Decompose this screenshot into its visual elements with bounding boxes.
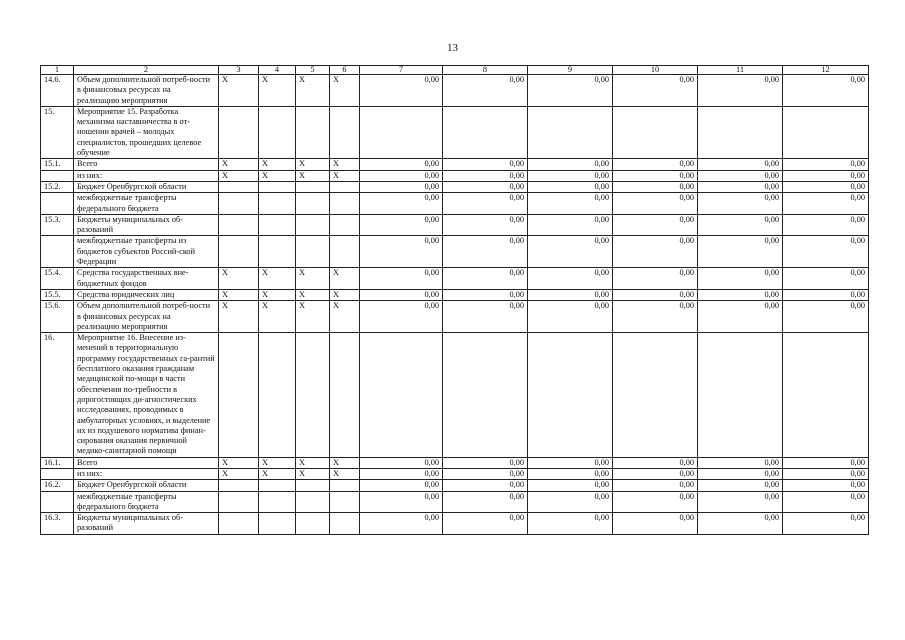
value-cell: 0,00 [613,236,698,268]
x-mark-cell [330,480,360,491]
value-cell [443,333,528,458]
value-cell: 0,00 [613,480,698,491]
table-row [41,513,869,535]
value-cell: 0,00 [528,214,613,236]
x-mark-cell [330,333,360,458]
column-number: 5 [296,66,330,75]
x-mark-cell: Х [330,170,360,181]
value-cell: 0,00 [698,170,783,181]
x-mark-cell: Х [330,159,360,170]
x-mark-cell [296,480,330,491]
column-number: 10 [613,66,698,75]
value-cell: 0,00 [443,193,528,215]
value-cell: 0,00 [783,268,869,290]
value-cell: 0,00 [783,301,869,333]
x-mark-cell [219,513,259,535]
value-cell: 0,00 [528,75,613,107]
x-mark-cell [296,513,330,535]
row-number: 15.5. [41,289,74,300]
x-mark-cell: Х [296,170,330,181]
table-row [41,289,869,300]
value-cell: 0,00 [698,193,783,215]
value-cell [360,106,443,158]
value-cell: 0,00 [613,181,698,192]
row-number: 15.2. [41,181,74,192]
value-cell: 0,00 [443,181,528,192]
value-cell: 0,00 [783,75,869,107]
value-cell: 0,00 [698,480,783,491]
value-cell: 0,00 [528,236,613,268]
x-mark-cell: Х [296,75,330,107]
value-cell [613,333,698,458]
x-mark-cell [259,480,296,491]
row-number [41,236,74,268]
x-mark-cell [219,491,259,513]
value-cell: 0,00 [783,159,869,170]
value-cell: 0,00 [783,480,869,491]
table-row [41,236,869,268]
value-cell: 0,00 [360,468,443,479]
x-mark-cell: Х [219,457,259,468]
value-cell: 0,00 [360,268,443,290]
value-cell [443,106,528,158]
x-mark-cell [296,106,330,158]
value-cell: 0,00 [783,193,869,215]
x-mark-cell [259,193,296,215]
value-cell: 0,00 [698,491,783,513]
x-mark-cell [219,214,259,236]
x-mark-cell [219,193,259,215]
value-cell: 0,00 [698,457,783,468]
x-mark-cell: Х [259,159,296,170]
table-row [41,480,869,491]
value-cell [528,333,613,458]
row-number: 14.6. [41,75,74,107]
row-number: 15. [41,106,74,158]
value-cell: 0,00 [783,214,869,236]
value-cell: 0,00 [443,214,528,236]
value-cell: 0,00 [698,289,783,300]
value-cell: 0,00 [783,468,869,479]
value-cell: 0,00 [613,159,698,170]
table-row [41,75,869,107]
value-cell: 0,00 [443,301,528,333]
value-cell: 0,00 [360,289,443,300]
row-name: Мероприятие 15. Разработка механизма наставничества в от-ношении врачей – молодых специалистов, прошедших целевое обучение [74,106,219,158]
value-cell: 0,00 [443,513,528,535]
value-cell: 0,00 [360,491,443,513]
value-cell: 0,00 [613,289,698,300]
table-row [41,457,869,468]
x-mark-cell: Х [259,301,296,333]
value-cell: 0,00 [443,457,528,468]
row-name: из них: [74,468,219,479]
x-mark-cell: Х [259,170,296,181]
column-number: 3 [219,66,259,75]
value-cell: 0,00 [360,513,443,535]
x-mark-cell [219,106,259,158]
table-row [41,268,869,290]
row-number [41,170,74,181]
x-mark-cell [330,491,360,513]
value-cell: 0,00 [360,236,443,268]
x-mark-cell [330,236,360,268]
value-cell: 0,00 [783,491,869,513]
value-cell: 0,00 [528,268,613,290]
column-number: 2 [74,66,219,75]
x-mark-cell [330,193,360,215]
value-cell [783,333,869,458]
row-name: межбюджетные трансферты федерального бюджета [74,491,219,513]
x-mark-cell: Х [259,289,296,300]
value-cell: 0,00 [613,193,698,215]
value-cell: 0,00 [528,457,613,468]
value-cell: 0,00 [360,193,443,215]
x-mark-cell [296,193,330,215]
value-cell: 0,00 [528,301,613,333]
x-mark-cell: Х [296,468,330,479]
x-mark-cell: Х [296,301,330,333]
value-cell: 0,00 [613,170,698,181]
table-row [41,106,869,158]
value-cell: 0,00 [783,289,869,300]
table-row [41,333,869,458]
table-row [41,181,869,192]
x-mark-cell: Х [219,159,259,170]
value-cell: 0,00 [698,468,783,479]
x-mark-cell: Х [330,289,360,300]
value-cell [360,333,443,458]
value-cell: 0,00 [443,236,528,268]
value-cell: 0,00 [360,181,443,192]
x-mark-cell: Х [296,457,330,468]
value-cell: 0,00 [698,301,783,333]
x-mark-cell [259,333,296,458]
x-mark-cell: Х [330,468,360,479]
x-mark-cell [259,214,296,236]
value-cell: 0,00 [698,214,783,236]
column-number: 8 [443,66,528,75]
value-cell: 0,00 [360,214,443,236]
table-row [41,170,869,181]
row-name: Всего [74,159,219,170]
value-cell: 0,00 [443,468,528,479]
value-cell: 0,00 [613,491,698,513]
x-mark-cell [259,181,296,192]
column-number: 9 [528,66,613,75]
x-mark-cell: Х [219,75,259,107]
value-cell: 0,00 [783,513,869,535]
budget-table [40,65,869,535]
x-mark-cell [259,106,296,158]
value-cell: 0,00 [443,268,528,290]
x-mark-cell: Х [330,75,360,107]
column-number: 6 [330,66,360,75]
column-number: 11 [698,66,783,75]
value-cell: 0,00 [443,289,528,300]
row-number: 16. [41,333,74,458]
value-cell: 0,00 [613,301,698,333]
row-name: Мероприятие 16. Внесение из-менений в территориальную программу государственных га-рантий бесплатного оказания гражданам медицинской по-мощи в части обеспечения по-требности в дорогостоящих ди-агностических исследованиях, проводимых в амбулаторных условиях, и выделение их из подушевого норматива финан-сирования оказания первичной медико-санитарной помощи [74,333,219,458]
value-cell: 0,00 [360,457,443,468]
value-cell: 0,00 [613,513,698,535]
row-number: 15.6. [41,301,74,333]
x-mark-cell [259,236,296,268]
x-mark-cell [219,333,259,458]
value-cell: 0,00 [613,468,698,479]
value-cell: 0,00 [613,268,698,290]
table-row [41,468,869,479]
value-cell: 0,00 [528,513,613,535]
row-number: 15.3. [41,214,74,236]
column-number: 7 [360,66,443,75]
column-number: 1 [41,66,74,75]
row-number [41,491,74,513]
x-mark-cell: Х [219,468,259,479]
value-cell: 0,00 [783,170,869,181]
value-cell: 0,00 [698,513,783,535]
row-name: из них: [74,170,219,181]
x-mark-cell: Х [219,268,259,290]
row-name: Бюджет Оренбургской области [74,480,219,491]
value-cell: 0,00 [783,181,869,192]
row-name: Бюджет Оренбургской области [74,181,219,192]
value-cell: 0,00 [443,75,528,107]
x-mark-cell: Х [296,268,330,290]
x-mark-cell: Х [259,468,296,479]
x-mark-cell [259,513,296,535]
x-mark-cell: Х [330,457,360,468]
value-cell: 0,00 [613,214,698,236]
x-mark-cell [330,513,360,535]
x-mark-cell: Х [259,268,296,290]
row-number [41,193,74,215]
x-mark-cell [296,181,330,192]
value-cell: 0,00 [528,170,613,181]
value-cell: 0,00 [528,181,613,192]
value-cell: 0,00 [443,480,528,491]
value-cell [528,106,613,158]
value-cell: 0,00 [528,193,613,215]
x-mark-cell [296,236,330,268]
x-mark-cell [219,480,259,491]
value-cell: 0,00 [528,468,613,479]
value-cell: 0,00 [360,301,443,333]
value-cell: 0,00 [528,491,613,513]
table-row [41,301,869,333]
x-mark-cell [296,491,330,513]
row-number: 16.1. [41,457,74,468]
x-mark-cell [296,214,330,236]
column-number: 4 [259,66,296,75]
row-number [41,468,74,479]
value-cell: 0,00 [360,480,443,491]
row-name: Объем дополнительной потреб-ности в финансовых ресурсах на реализацию мероприятия [74,75,219,107]
row-number: 15.1. [41,159,74,170]
row-name: Всего [74,457,219,468]
value-cell: 0,00 [783,457,869,468]
x-mark-cell: Х [259,457,296,468]
x-mark-cell [219,236,259,268]
x-mark-cell [330,181,360,192]
value-cell [613,106,698,158]
x-mark-cell: Х [259,75,296,107]
value-cell: 0,00 [528,289,613,300]
table-row [41,159,869,170]
x-mark-cell [330,214,360,236]
row-name: Средства юридических лиц [74,289,219,300]
x-mark-cell: Х [219,301,259,333]
page-number: 13 [447,42,458,54]
column-number-row [41,66,869,75]
row-number: 16.3. [41,513,74,535]
value-cell: 0,00 [783,236,869,268]
row-name: межбюджетные трансферты из бюджетов субъектов Россий-ской Федерации [74,236,219,268]
x-mark-cell: Х [330,301,360,333]
value-cell: 0,00 [613,457,698,468]
row-number: 16.2. [41,480,74,491]
value-cell [698,106,783,158]
x-mark-cell: Х [219,170,259,181]
value-cell: 0,00 [443,170,528,181]
x-mark-cell [296,333,330,458]
value-cell: 0,00 [528,480,613,491]
row-number: 15.4. [41,268,74,290]
value-cell: 0,00 [698,181,783,192]
value-cell: 0,00 [698,236,783,268]
value-cell: 0,00 [360,159,443,170]
value-cell: 0,00 [698,268,783,290]
x-mark-cell: Х [330,268,360,290]
value-cell [698,333,783,458]
value-cell: 0,00 [360,75,443,107]
x-mark-cell [330,106,360,158]
value-cell [783,106,869,158]
value-cell: 0,00 [613,75,698,107]
value-cell: 0,00 [360,170,443,181]
value-cell: 0,00 [528,159,613,170]
column-number: 12 [783,66,869,75]
row-name: Бюджеты муниципальных об-разований [74,214,219,236]
x-mark-cell [259,491,296,513]
x-mark-cell: Х [219,289,259,300]
row-name: Бюджеты муниципальных об-разований [74,513,219,535]
x-mark-cell: Х [296,159,330,170]
row-name: Объем дополнительной потреб-ности в финансовых ресурсах на реализацию мероприятия [74,301,219,333]
x-mark-cell: Х [296,289,330,300]
value-cell: 0,00 [698,75,783,107]
table-row [41,491,869,513]
value-cell: 0,00 [443,491,528,513]
table-row [41,214,869,236]
row-name: Средства государственных вне-бюджетных фондов [74,268,219,290]
table-row [41,193,869,215]
value-cell: 0,00 [698,159,783,170]
value-cell: 0,00 [443,159,528,170]
row-name: межбюджетные трансферты федерального бюджета [74,193,219,215]
x-mark-cell [219,181,259,192]
